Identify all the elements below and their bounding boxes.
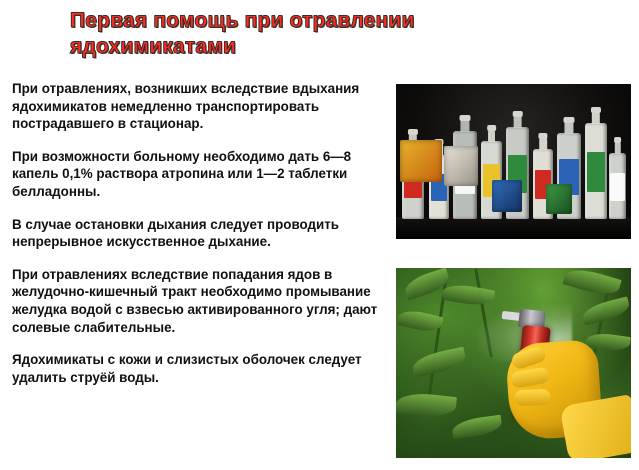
- bottle-label: [610, 173, 624, 201]
- body-text: [12, 80, 387, 386]
- pesticide-bottles-photo: [396, 84, 631, 239]
- page-title: Первая помощь при отравлении ядохимикатами: [70, 9, 415, 58]
- paragraph-1: При отравлениях, возникших вследствие вдыхания ядохимикатов немедленно транспортировать пострадавшего в стационар.: [12, 81, 360, 132]
- photo-background: [396, 84, 631, 239]
- bottle-label: [587, 152, 606, 192]
- paragraph-3: В случае остановки дыхания следует проводить непрерывное искусственное дыхание.: [12, 216, 340, 250]
- shelf-surface: [396, 217, 631, 239]
- product-box: [546, 184, 572, 214]
- product-box: [400, 140, 442, 182]
- bottle: [609, 153, 626, 219]
- paragraph-5: Ядохимикаты с кожи и слизистых оболочек следует удалить струёй воды.: [12, 352, 362, 385]
- product-box: [492, 180, 522, 212]
- bottle: [585, 123, 607, 219]
- paragraph-2: При возможности больному необходимо дать 6—8 капель 0,1% раствора атропина или 1—2 таблетки белладонны.: [12, 148, 352, 199]
- spraying-plants-photo: [396, 268, 631, 458]
- glove-finger: [514, 389, 551, 406]
- glove-finger: [510, 366, 550, 388]
- paragraph-4: При отравлениях вследствие попадания ядов в желудочно-кишечный тракт необходимо промывание желудка водой с взвесью активированного угля; дают солевые слабительные.: [12, 266, 378, 335]
- product-box: [444, 146, 478, 186]
